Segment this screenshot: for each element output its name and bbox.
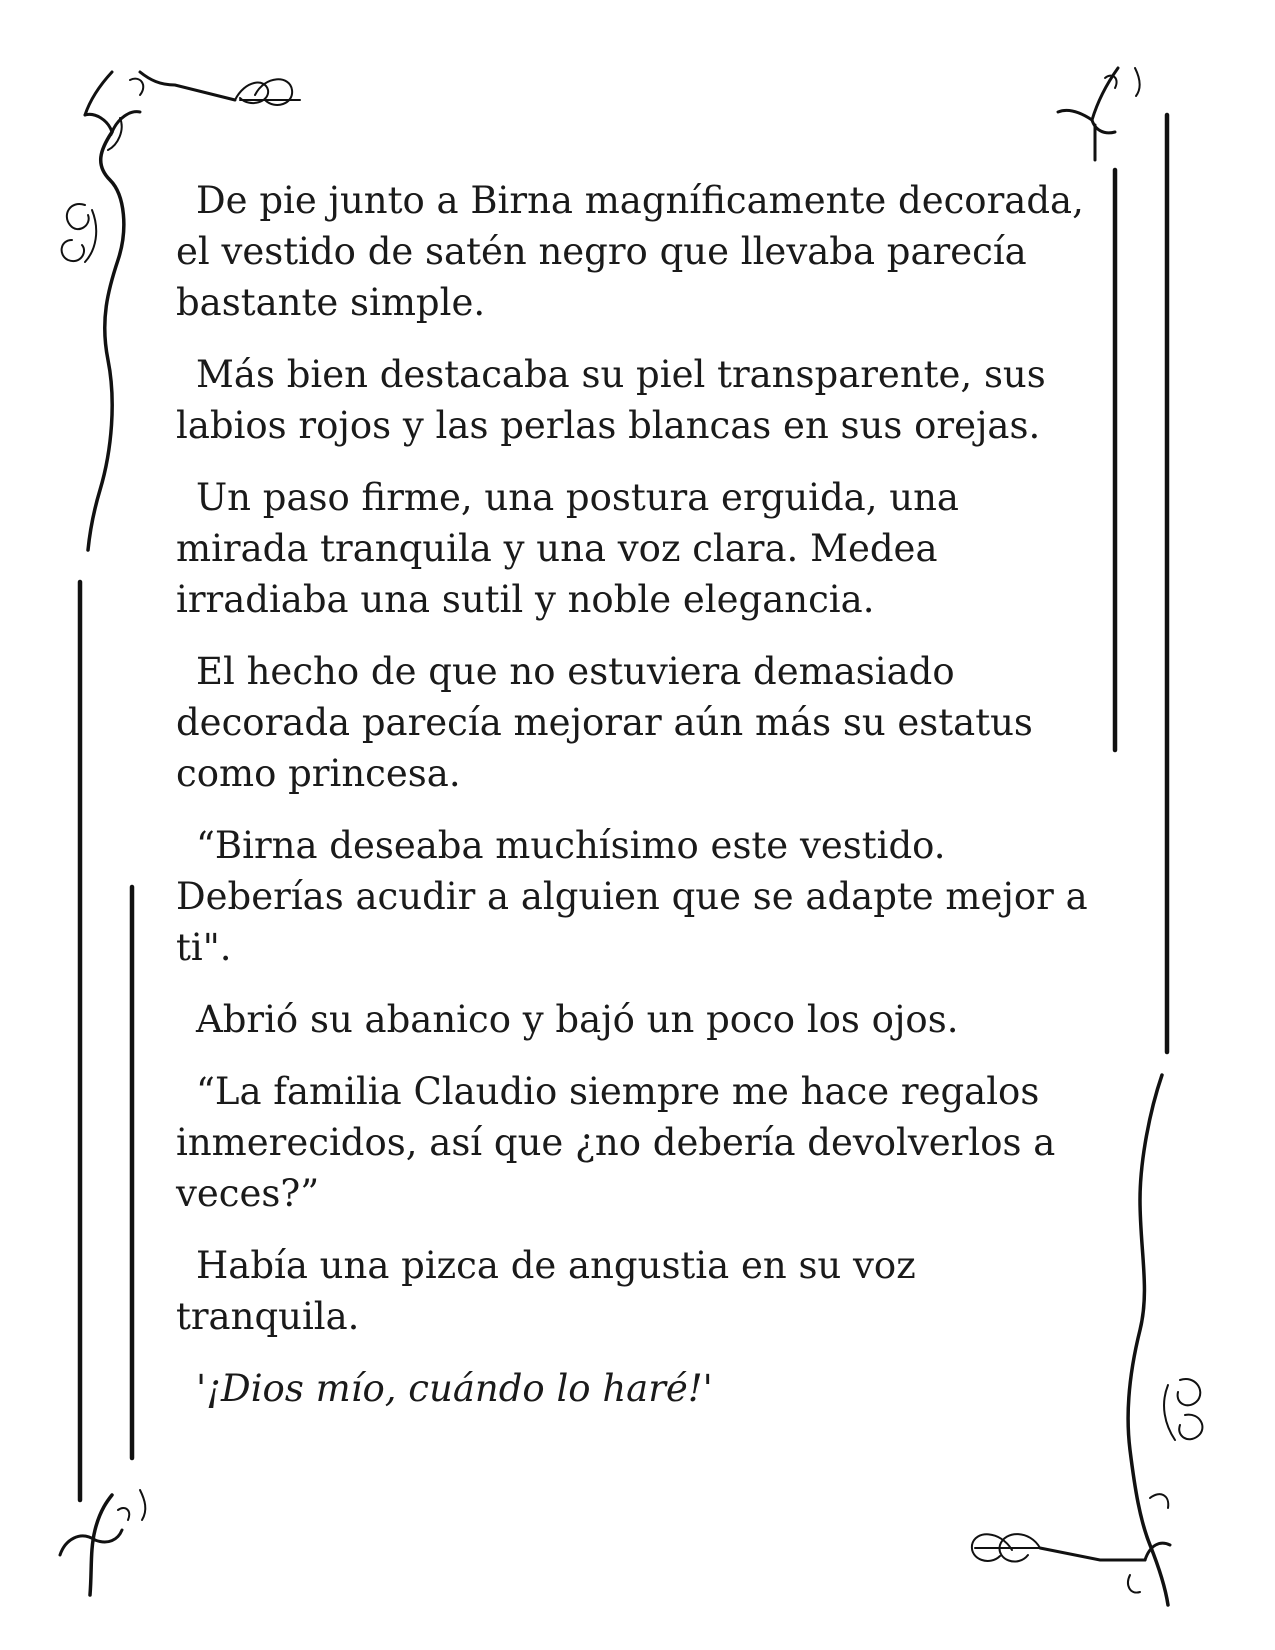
page-text [176,175,1096,1435]
paragraph-8: Había una pizca de angustia en su voz tranquila. [176,1244,916,1338]
paragraph-5: “Birna deseaba muchísimo este vestido. Deberías acudir a alguien que se adapte mejor a ti". [176,824,1088,969]
flourish-bottom-left [60,1490,145,1595]
paragraph-1: De pie junto a Birna magníficamente decorada, el vestido de satén negro que llevaba parecía bastante simple. [176,179,1084,324]
paragraph-6: Abrió su abanico y bajó un poco los ojos. [196,998,959,1041]
paragraph-9-inner-thought: '¡Dios mío, cuándo lo haré!' [196,1367,713,1410]
flourish-top-right [1058,68,1140,160]
paragraph-7: “La familia Claudio siempre me hace regalos inmerecidos, así que ¿no debería devolverlos a veces?” [176,1070,1056,1215]
paragraph-3: Un paso firme, una postura erguida, una mirada tranquila y una voz clara. Medea irradiaba una sutil y noble elegancia. [176,476,959,621]
paragraph-2: Más bien destacaba su piel transparente, sus labios rojos y las perlas blancas en sus orejas. [176,353,1046,447]
paragraph-4: El hecho de que no estuviera demasiado decorada parecía mejorar aún más su estatus como princesa. [176,650,1033,795]
